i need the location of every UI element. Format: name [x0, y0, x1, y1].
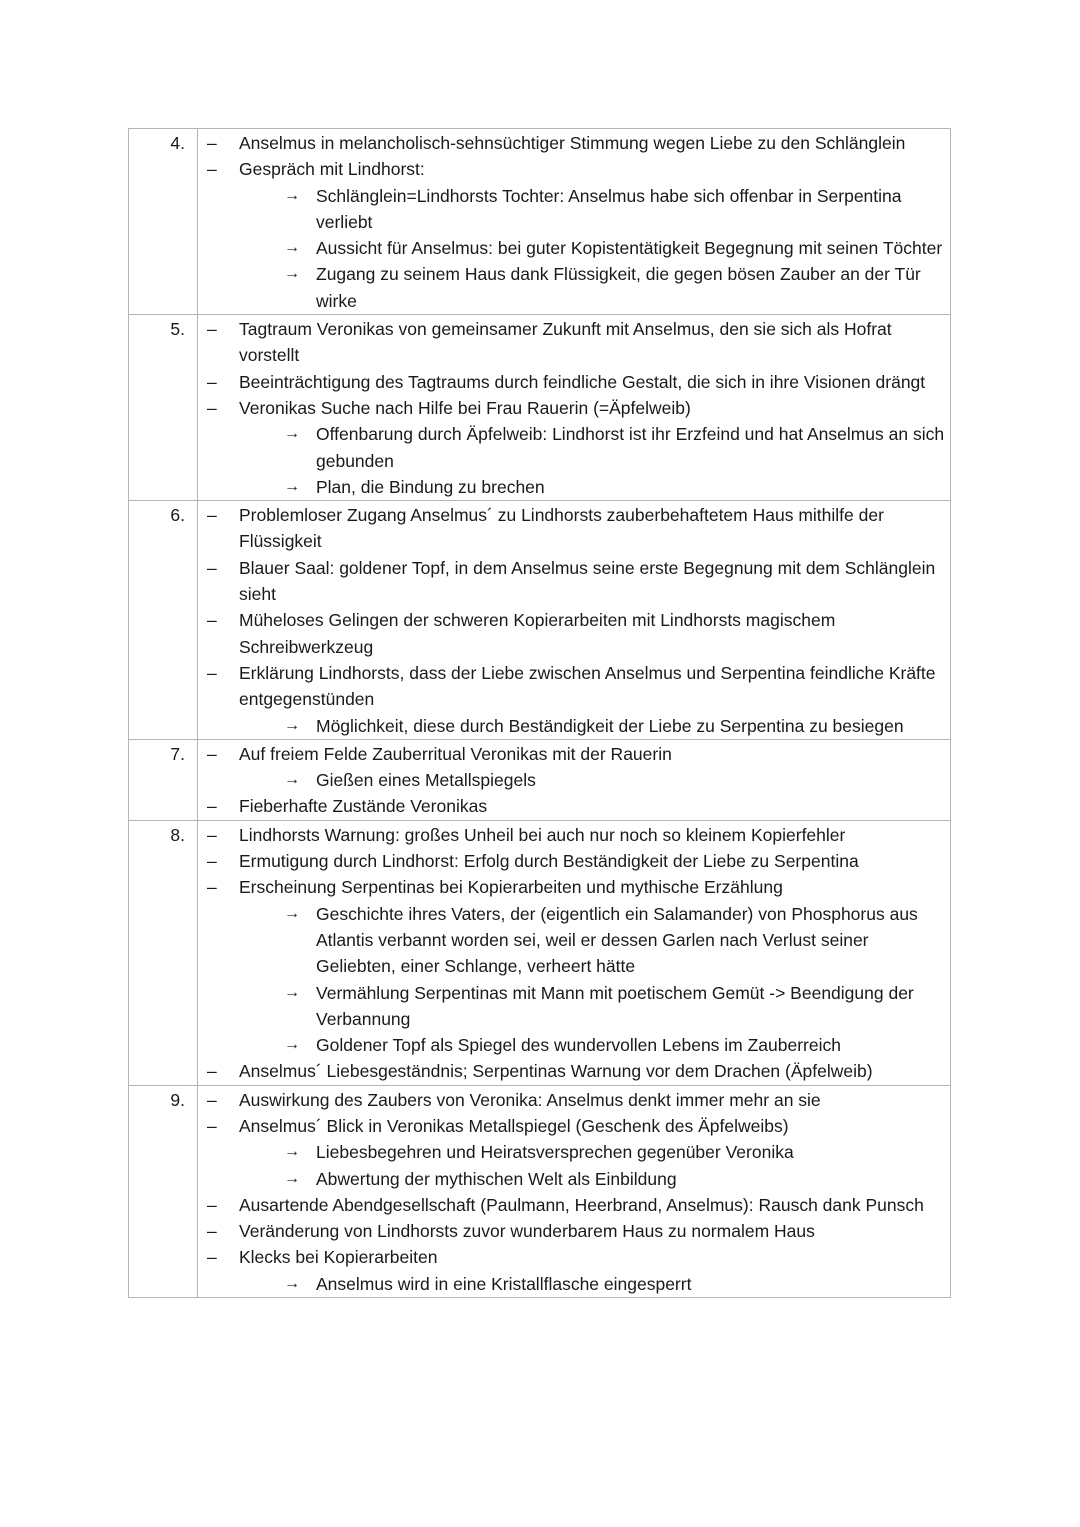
- point-text: Anselmus wird in eine Kristallflasche eingesperrt: [316, 1273, 692, 1294]
- point-text: Goldener Topf als Spiegel des wundervollen Lebens im Zauberreich: [316, 1035, 841, 1056]
- arrow-right-icon: →: [284, 983, 300, 1001]
- arrow-right-icon: →: [284, 425, 300, 443]
- point-text: Vermählung Serpentinas mit Mann mit poetischem Gemüt -> Beendigung der Verbannung: [316, 982, 914, 1029]
- point-text: Problemloser Zugang Anselmus´ zu Lindhorsts zauberbehaftetem Haus mithilfe der Flüssigkeit: [239, 505, 884, 552]
- chapter-row: [129, 1085, 951, 1297]
- bullet-point: [198, 156, 946, 182]
- point-text: Beeinträchtigung des Tagtraums durch feindliche Gestalt, die sich in ihre Visionen drängt: [239, 371, 926, 392]
- sub-point: [198, 421, 946, 474]
- bullet-point: [198, 502, 946, 555]
- chapter-row: [129, 315, 951, 501]
- point-text: Fieberhafte Zustände Veronikas: [239, 796, 488, 817]
- point-text: Offenbarung durch Äpfelweib: Lindhorst ist ihr Erzfeind und hat Anselmus an sich gebunden: [316, 424, 945, 471]
- chapter-row: [129, 739, 951, 820]
- chapter-number: 4.: [129, 129, 198, 315]
- point-text: Veronikas Suche nach Hilfe bei Frau Rauerin (=Äpfelweib): [239, 397, 691, 418]
- dash-bullet-icon: –: [207, 877, 217, 898]
- dash-bullet-icon: –: [207, 1089, 217, 1110]
- table-body: [129, 129, 951, 1298]
- chapter-row: [129, 129, 951, 315]
- bullet-point: [198, 316, 946, 369]
- point-text: Schlänglein=Lindhorsts Tochter: Anselmus habe sich offenbar in Serpentina verliebt: [316, 185, 902, 232]
- bullet-point: [198, 555, 946, 608]
- chapter-number: 8.: [129, 820, 198, 1085]
- dash-bullet-icon: –: [207, 851, 217, 872]
- chapter-content: [198, 739, 951, 820]
- bullet-point: [198, 607, 946, 660]
- chapter-content: [198, 315, 951, 501]
- dash-bullet-icon: –: [207, 1194, 217, 1215]
- sub-point: [198, 980, 946, 1033]
- arrow-right-icon: →: [284, 716, 300, 734]
- sub-point: [198, 474, 946, 500]
- sub-point: [198, 183, 946, 236]
- chapter-content: [198, 501, 951, 740]
- sub-point: [198, 901, 946, 980]
- point-text: Abwertung der mythischen Welt als Einbildung: [316, 1168, 677, 1189]
- dash-bullet-icon: –: [207, 371, 217, 392]
- arrow-right-icon: →: [284, 239, 300, 257]
- point-text: Anselmus´ Blick in Veronikas Metallspiegel (Geschenk des Äpfelweibs): [239, 1115, 789, 1136]
- chapter-row: [129, 501, 951, 740]
- chapter-number: 9.: [129, 1085, 198, 1297]
- arrow-right-icon: →: [284, 1274, 300, 1292]
- dash-bullet-icon: –: [207, 159, 217, 180]
- dash-bullet-icon: –: [207, 1061, 217, 1082]
- point-text: Lindhorsts Warnung: großes Unheil bei auch nur noch so kleinem Kopierfehler: [239, 824, 846, 845]
- chapter-content: [198, 820, 951, 1085]
- point-text: Auswirkung des Zaubers von Veronika: Anselmus denkt immer mehr an sie: [239, 1089, 821, 1110]
- point-text: Blauer Saal: goldener Topf, in dem Anselmus seine erste Begegnung mit dem Schlänglein sieht: [239, 557, 936, 605]
- chapter-number: 6.: [129, 501, 198, 740]
- dash-bullet-icon: –: [207, 397, 217, 418]
- chapter-content: [198, 1085, 951, 1297]
- arrow-right-icon: →: [284, 477, 300, 495]
- chapter-number: 7.: [129, 739, 198, 820]
- point-text: Anselmus´ Liebesgeständnis; Serpentinas Warnung vor dem Drachen (Äpfelweib): [239, 1061, 873, 1082]
- point-text: Klecks bei Kopierarbeiten: [239, 1247, 438, 1268]
- sub-point: [198, 1139, 946, 1165]
- arrow-right-icon: →: [284, 1036, 300, 1054]
- bullet-point: [198, 822, 946, 848]
- point-text: Müheloses Gelingen der schweren Kopierarbeiten mit Lindhorsts magischem Schreibwerkzeug: [239, 610, 836, 657]
- sub-point: [198, 713, 946, 739]
- bullet-point: [198, 874, 946, 900]
- bullet-point: [198, 1218, 946, 1244]
- point-text: Zugang zu seinem Haus dank Flüssigkeit, die gegen bösen Zauber an der Tür wirke: [316, 264, 921, 311]
- arrow-right-icon: →: [284, 1143, 300, 1161]
- sub-point: [198, 235, 946, 261]
- bullet-point: [198, 130, 946, 156]
- point-text: Gespräch mit Lindhorst:: [239, 159, 425, 180]
- point-text: Auf freiem Felde Zauberritual Veronikas mit der Rauerin: [239, 743, 672, 764]
- sub-point: [198, 767, 946, 793]
- bullet-point: [198, 848, 946, 874]
- bullet-point: [198, 741, 946, 767]
- dash-bullet-icon: –: [207, 133, 217, 153]
- bullet-point: [198, 1192, 946, 1218]
- dash-bullet-icon: –: [207, 1247, 217, 1268]
- point-text: Möglichkeit, diese durch Beständigkeit der Liebe zu Serpentina zu besiegen: [316, 715, 904, 736]
- arrow-right-icon: →: [284, 1169, 300, 1187]
- sub-point: [198, 1166, 946, 1192]
- sub-point: [198, 1032, 946, 1058]
- bullet-point: [198, 1058, 946, 1084]
- dash-bullet-icon: –: [207, 557, 217, 578]
- dash-bullet-icon: –: [207, 319, 217, 340]
- chapter-row: [129, 820, 951, 1085]
- bullet-point: [198, 660, 946, 713]
- arrow-right-icon: →: [284, 771, 300, 789]
- chapter-number: 5.: [129, 315, 198, 501]
- dash-bullet-icon: –: [207, 505, 217, 526]
- arrow-right-icon: →: [284, 186, 300, 204]
- bullet-point: [198, 1113, 946, 1139]
- point-text: Gießen eines Metallspiegels: [316, 770, 536, 791]
- point-text: Aussicht für Anselmus: bei guter Kopistentätigkeit Begegnung mit seinen Töchter: [316, 238, 943, 259]
- bullet-point: [198, 793, 946, 819]
- point-text: Ermutigung durch Lindhorst: Erfolg durch Beständigkeit der Liebe zu Serpentina: [239, 851, 859, 872]
- point-text: Plan, die Bindung zu brechen: [316, 476, 545, 497]
- dash-bullet-icon: –: [207, 824, 217, 845]
- dash-bullet-icon: –: [207, 662, 217, 683]
- bullet-point: [198, 1087, 946, 1113]
- bullet-point: [198, 369, 946, 395]
- bullet-point: [198, 395, 946, 421]
- sub-point: [198, 261, 946, 314]
- point-text: Erscheinung Serpentinas bei Kopierarbeiten und mythische Erzählung: [239, 877, 783, 898]
- dash-bullet-icon: –: [207, 743, 217, 764]
- dash-bullet-icon: –: [207, 1115, 217, 1136]
- chapter-summary-table: [128, 128, 951, 1298]
- dash-bullet-icon: –: [207, 796, 217, 817]
- arrow-right-icon: →: [284, 265, 300, 283]
- point-text: Anselmus in melancholisch-sehnsüchtiger Stimmung wegen Liebe zu den Schlänglein: [239, 133, 906, 153]
- bullet-point: [198, 1244, 946, 1270]
- point-text: Liebesbegehren und Heiratsversprechen gegenüber Veronika: [316, 1142, 794, 1163]
- point-text: Erklärung Lindhorsts, dass der Liebe zwischen Anselmus und Serpentina feindliche Kräfte entgegenstünden: [239, 662, 936, 710]
- arrow-right-icon: →: [284, 904, 300, 922]
- chapter-content: [198, 129, 951, 315]
- point-text: Veränderung von Lindhorsts zuvor wunderbarem Haus zu normalem Haus: [239, 1221, 815, 1242]
- dash-bullet-icon: –: [207, 1221, 217, 1242]
- point-text: Ausartende Abendgesellschaft (Paulmann, Heerbrand, Anselmus): Rausch dank Punsch: [239, 1194, 924, 1215]
- dash-bullet-icon: –: [207, 610, 217, 631]
- sub-point: [198, 1271, 946, 1297]
- point-text: Geschichte ihres Vaters, der (eigentlich ein Salamander) von Phosphorus aus Atlantis verbannt worden sei, weil er dessen Garlen nach Verlust seiner Geliebten, einer Schlange, verheert hätte: [316, 903, 918, 977]
- point-text: Tagtraum Veronikas von gemeinsamer Zukunft mit Anselmus, den sie sich als Hofrat vorstellt: [239, 319, 892, 366]
